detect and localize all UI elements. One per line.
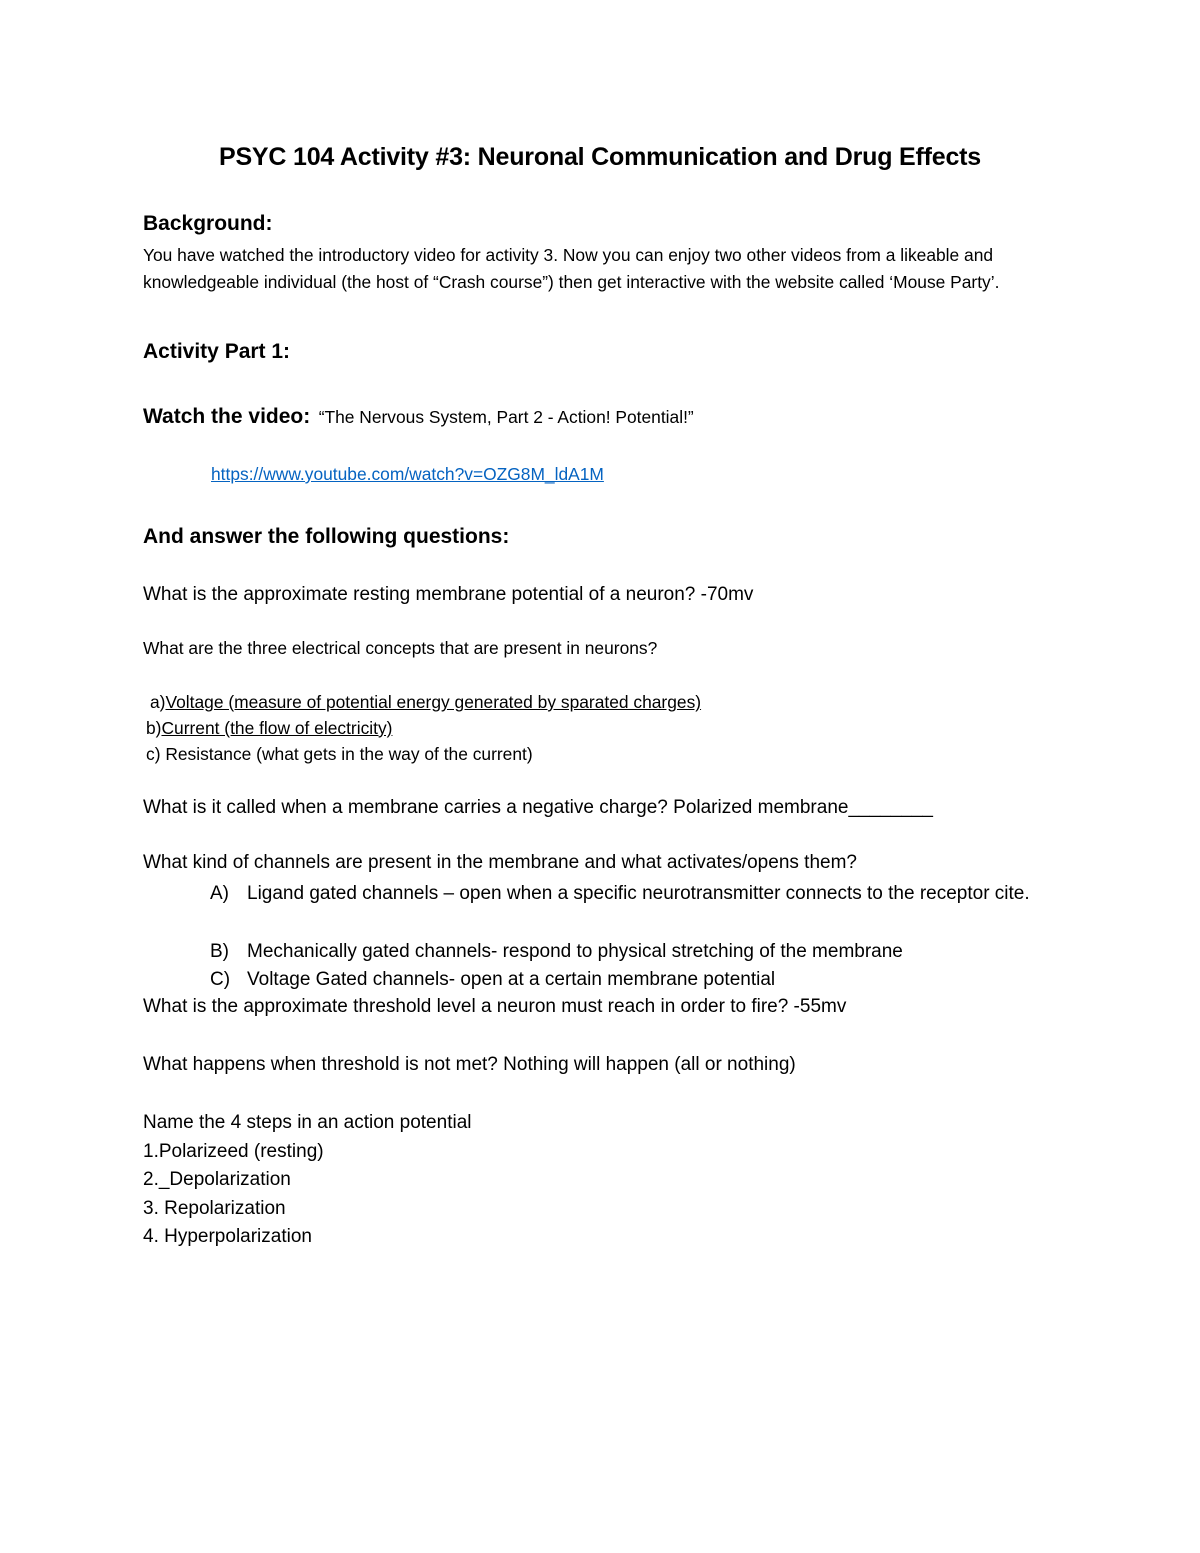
concept-voltage: a)Voltage (measure of potential energy generated by sparated charges) (150, 692, 702, 712)
background-heading: Background: (143, 212, 273, 235)
question-threshold-not-met: What happens when threshold is not met? Nothing will happen (all or nothing) (143, 1054, 796, 1075)
question-electrical-concepts: What are the three electrical concepts that are present in neurons? (143, 638, 658, 658)
video-link[interactable]: https://www.youtube.com/watch?v=OZG8M_ldA1M (211, 464, 604, 484)
document-title: PSYC 104 Activity #3: Neuronal Communication and Drug Effects (218, 143, 982, 171)
video-title: “The Nervous System, Part 2 - Action! Potential!” (318, 407, 694, 427)
concept-resistance: c) Resistance (what gets in the way of the current) (146, 744, 533, 764)
question-channels: What kind of channels are present in the membrane and what activates/opens them? (143, 852, 857, 873)
channel-item-c (210, 966, 1040, 994)
channel-item-b (210, 938, 1040, 966)
step-1: 1.Polarizeed (resting) (143, 1141, 324, 1162)
list-text: Voltage Gated channels- open at a certain membrane potential (247, 969, 776, 990)
question-resting-potential: What is the approximate resting membrane potential of a neuron? -70mv (143, 584, 754, 605)
question-threshold: What is the approximate threshold level a neuron must reach in order to fire? -55mv (143, 996, 847, 1017)
watch-video-label: Watch the video: (143, 405, 311, 428)
list-marker: C) (210, 969, 231, 990)
question-negative-charge: What is it called when a membrane carries a negative charge? Polarized membrane________ (143, 797, 933, 818)
channel-item-a (210, 880, 1040, 908)
step-3: 3. Repolarization (143, 1198, 286, 1219)
background-text: You have watched the introductory video for activity 3. Now you can enjoy two other videos from a likeable and knowledgeable individual (the host of “Crash course”) then get interactive with the website called ‘Mouse Party’. (143, 245, 1000, 292)
step-2: 2._Depolarization (143, 1169, 291, 1190)
activity-part1-heading: Activity Part 1: (143, 340, 291, 363)
question-action-potential-steps: Name the 4 steps in an action potential (143, 1112, 472, 1133)
list-marker: B) (210, 941, 229, 962)
watch-video-line (143, 405, 694, 429)
concept-current: b)Current (the flow of electricity) (146, 718, 393, 738)
list-text: Ligand gated channels – open when a specific neurotransmitter connects to the receptor cite. (247, 883, 1030, 904)
list-text: Mechanically gated channels- respond to physical stretching of the membrane (247, 941, 903, 962)
list-marker: A) (210, 883, 229, 904)
step-4: 4. Hyperpolarization (143, 1226, 312, 1247)
answer-questions-heading: And answer the following questions: (143, 525, 510, 548)
